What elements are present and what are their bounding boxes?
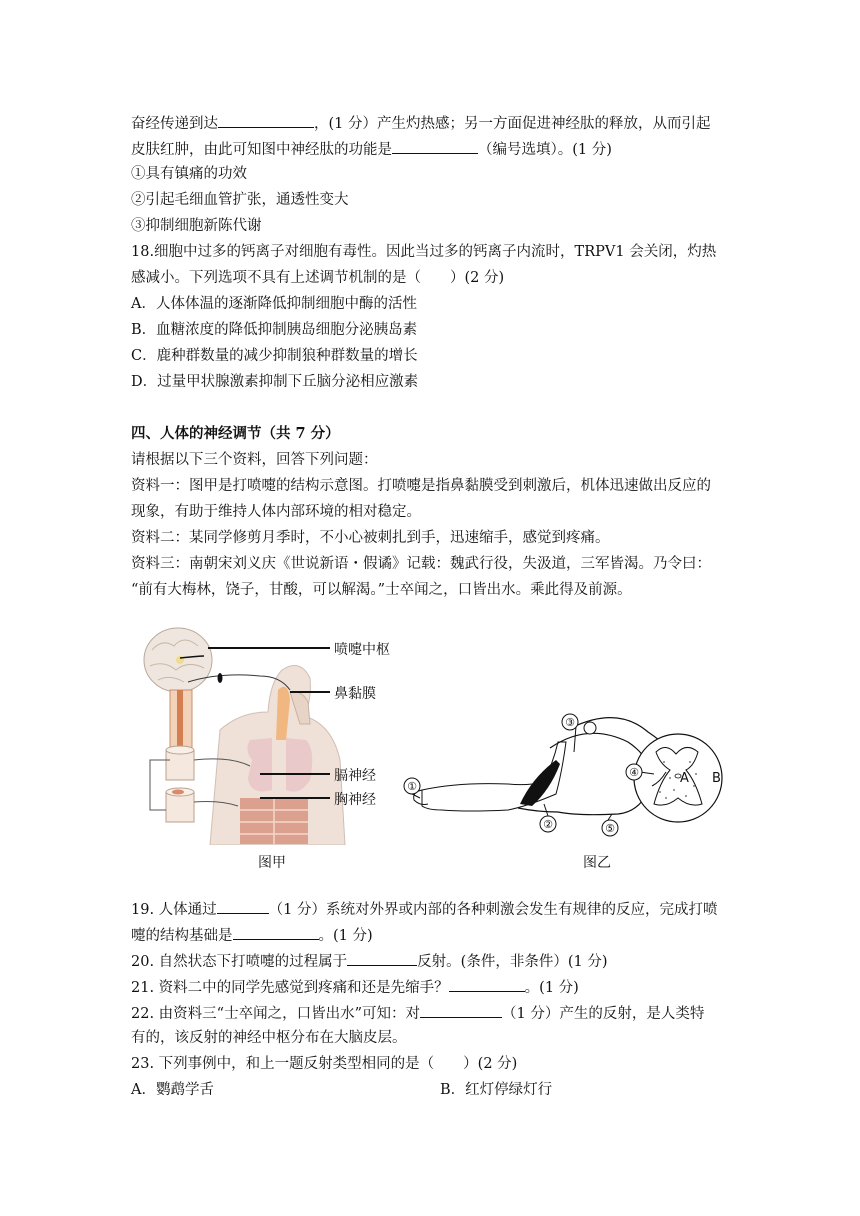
figure-jia-caption: 图甲: [258, 855, 286, 871]
q19-answer-blank-2[interactable]: [233, 924, 319, 940]
q19-text-d: 。(1 分): [318, 928, 373, 944]
q23-option-b[interactable]: B．红灯停绿灯行: [440, 1082, 553, 1098]
q22-text-b: （1 分）产生的反射，是人类特: [502, 1006, 705, 1022]
q17-line-2-text-b: （编号选填）。(1 分): [478, 142, 612, 158]
q20-text-a: 20. 自然状态下打喷嚏的过程属于: [131, 954, 348, 970]
q18-option-d[interactable]: D．过量甲状腺激素抑制下丘脑分泌相应激素: [131, 374, 419, 390]
q19-answer-blank-1[interactable]: [217, 898, 269, 914]
q21-line: [131, 976, 579, 998]
marker-1-label: ①: [407, 780, 417, 793]
q22-text-a: 22. 由资料三“士卒闻之，口皆出水”可知：对: [131, 1006, 420, 1022]
q21-text-b: 。(1 分): [524, 980, 579, 996]
material-2: 资料二：某同学修剪月季时，不小心被刺扎到手，迅速缩手，感觉到疼痛。: [131, 530, 610, 546]
q20-answer-blank[interactable]: [347, 950, 417, 966]
marker-5-label: ⑤: [605, 822, 615, 835]
q20-text-b: 反射。(条件，非条件）(1 分): [417, 954, 608, 970]
material-3-line-1: 资料三：南朝宋刘义庆《世说新语・假谲》记载：魏武行役，失汲道，三军皆渴。乃令曰：: [131, 556, 711, 572]
region-a-label: A: [680, 771, 689, 786]
label-phrenic-nerve: 膈神经: [334, 768, 376, 784]
q20-line: [131, 950, 607, 972]
label-nasal-mucosa: 鼻黏膜: [334, 686, 376, 702]
section-4-heading: 四、人体的神经调节（共 7 分）: [131, 425, 340, 442]
figure-jia-sneeze-diagram: [140, 620, 410, 845]
q22-line-2: 有的，该反射的神经中枢分布在大脑皮层。: [131, 1030, 407, 1046]
q17-option-2: ②引起毛细血管扩张，通透性变大: [131, 192, 349, 208]
q18-stem-line-1: 18.细胞中过多的钙离子对细胞有毒性。因此当过多的钙离子内流时，TRPV1 会关闭，灼热: [131, 244, 717, 260]
marker-3-label: ③: [565, 716, 575, 729]
q17-answer-blank-2[interactable]: [392, 138, 478, 154]
q23-option-a[interactable]: A．鹦鹉学舌: [131, 1082, 214, 1098]
q18-option-a[interactable]: A．人体体温的逐渐降低抑制细胞中酶的活性: [131, 296, 417, 312]
region-b-label: B: [712, 771, 721, 786]
q17-line-1: [131, 112, 711, 134]
q18-option-b[interactable]: B．血糖浓度的降低抑制胰岛细胞分泌胰岛素: [131, 322, 418, 338]
q17-option-3: ③抑制细胞新陈代谢: [131, 218, 262, 234]
marker-2-label: ②: [543, 818, 553, 831]
q19-text-a: 19. 人体通过: [131, 902, 217, 918]
figure-yi-caption: 图乙: [583, 855, 611, 871]
material-1-line-2: 现象，有助于维持人体内部环境的相对稳定。: [131, 504, 421, 520]
q22-answer-blank[interactable]: [420, 1002, 502, 1018]
q23-stem: 23. 下列事例中，和上一题反射类型相同的是（ ）(2 分): [131, 1056, 518, 1072]
material-3-line-2: “前有大梅林，饶子，甘酸，可以解渴。”士卒闻之，口皆出水。乘此得及前源。: [131, 582, 632, 598]
q18-option-c[interactable]: C．鹿种群数量的减少抑制狼种群数量的增长: [131, 348, 418, 364]
q21-answer-blank[interactable]: [449, 976, 525, 992]
q19-text-c: 嚏的结构基础是: [131, 928, 233, 944]
q18-stem-line-2: 感减小。下列选项不具有上述调节机制的是（ ）(2 分): [131, 270, 505, 286]
q17-answer-blank-1[interactable]: [218, 112, 314, 128]
section-4-intro: 请根据以下三个资料，回答下列问题：: [131, 452, 378, 468]
material-1-line-1: 资料一：图甲是打喷嚏的结构示意图。打喷嚏是指鼻黏膜受到刺激后，机体迅速做出反应的: [131, 478, 711, 494]
q19-line-2: [131, 924, 373, 946]
marker-4-label: ④: [629, 766, 639, 779]
figure-yi-reflex-arc-diagram: [398, 712, 738, 837]
q17-line-2-text-a: 皮肤红肿，由此可知图中神经肽的功能是: [131, 142, 392, 158]
q19-text-b: （1 分）系统对外界或内部的各种刺激会发生有规律的反应，完成打喷: [268, 902, 718, 918]
label-sneeze-center: 喷嚏中枢: [334, 642, 390, 658]
q22-line-1: [131, 1002, 704, 1024]
q17-line-1-text-a: 奋经传递到达: [131, 116, 218, 132]
q17-line-2: [131, 138, 612, 160]
label-thoracic-nerve: 胸神经: [334, 792, 376, 808]
q17-line-1-text-b: ，(1 分）产生灼热感；另一方面促进神经肽的释放，从而引起: [314, 116, 711, 132]
q19-line-1: [131, 898, 718, 920]
q21-text-a: 21. 资料二中的同学先感觉到疼痛和还是先缩手？: [131, 980, 449, 996]
q17-option-1: ①具有镇痛的功效: [131, 166, 247, 182]
